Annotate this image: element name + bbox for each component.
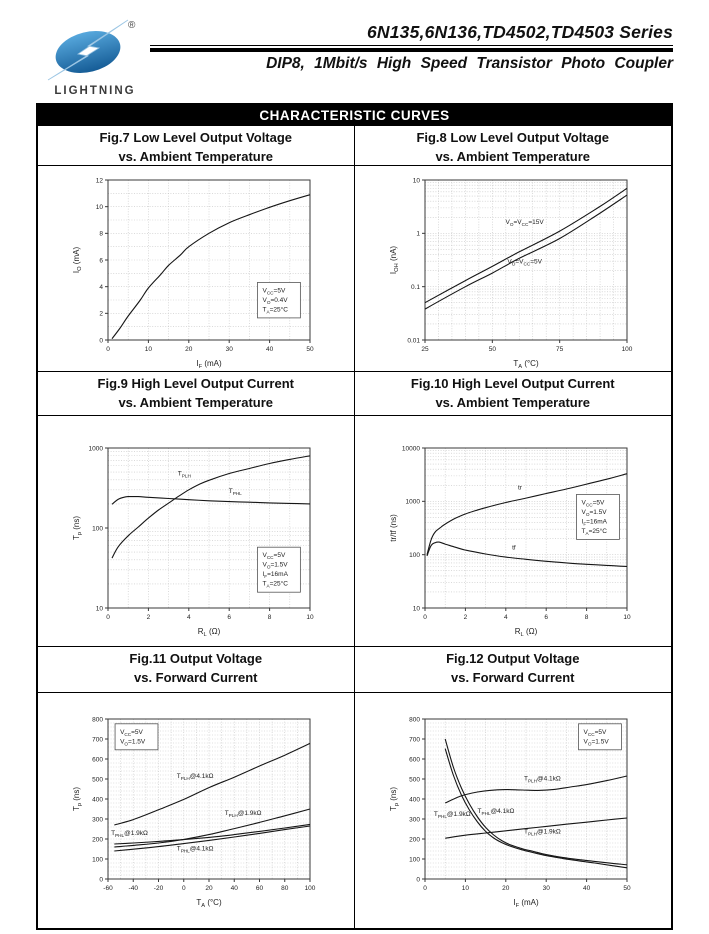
- svg-text:VO=1.5V: $V_O=1.5V$: [583, 738, 609, 747]
- svg-text:tf: tf: [511, 544, 516, 552]
- svg-text:0: 0: [416, 876, 420, 884]
- figure-title-line1: Fig.9 High Level Output Current: [97, 376, 294, 391]
- figure-title-fig7: [38, 126, 355, 166]
- svg-text:TPHL@1.9kΩ: $T_{PHL}@1.9k\Omega$: [433, 811, 471, 819]
- svg-text:500: 500: [91, 776, 103, 784]
- brand-label: LIGHTNING: [54, 85, 136, 97]
- svg-text:50: 50: [623, 885, 631, 892]
- figure-title-line1: Fig.11 Output Voltage: [129, 651, 263, 666]
- svg-text:VO=1.5V: $V_O=1.5V$: [262, 561, 288, 570]
- svg-text:6: 6: [99, 257, 103, 265]
- svg-text:30: 30: [225, 346, 233, 353]
- svg-text:VCC=5V: $V_{CC}=5V$: [262, 287, 286, 296]
- svg-text:50: 50: [488, 346, 496, 353]
- svg-text:50: 50: [306, 346, 314, 353]
- svg-text:TA=25°C: $T_A=25^\circ C$: [581, 527, 607, 536]
- svg-text:VO=0.4V: $V_O=0.4V$: [262, 296, 288, 305]
- figure-title-line2: vs. Ambient Temperature: [118, 149, 274, 164]
- svg-text:100: 100: [408, 856, 420, 864]
- svg-text:RL (Ω): $R_L$ (Ω): [514, 627, 538, 638]
- svg-text:100: 100: [91, 856, 103, 864]
- title-divider: [150, 48, 673, 52]
- svg-text:400: 400: [408, 796, 420, 804]
- svg-text:0: 0: [99, 876, 103, 884]
- figure-title-fig11: [38, 647, 355, 693]
- svg-text:TPHL@1.9kΩ: $T_{PHL}@1.9k\Omega$: [110, 830, 148, 838]
- svg-text:10: 10: [623, 614, 631, 621]
- svg-text:300: 300: [408, 816, 420, 824]
- svg-text:RL (Ω): $R_L$ (Ω): [197, 627, 221, 638]
- curves-grid: [38, 126, 671, 928]
- figure-title-fig12: [355, 647, 672, 693]
- svg-text:4: 4: [186, 614, 191, 621]
- svg-text:VO=VCC=5V: $V_O=V_{CC}=5V$: [507, 258, 542, 267]
- fig12-canvas: [383, 709, 643, 913]
- svg-text:600: 600: [408, 756, 420, 764]
- svg-text:600: 600: [91, 756, 103, 764]
- figure-chart-fig12: [355, 693, 672, 928]
- svg-text:4: 4: [503, 614, 508, 621]
- figure-title-fig10: [355, 372, 672, 416]
- svg-text:tr: tr: [517, 484, 522, 492]
- svg-text:40: 40: [230, 885, 238, 892]
- characteristic-curves-table: [36, 103, 673, 930]
- svg-text:TPLH@1.9kΩ: $T_{PLH}@1.9k\Omega$: [224, 810, 262, 818]
- figure-title-line1: Fig.7 Low Level Output Voltage: [99, 130, 293, 145]
- svg-text:0.1: 0.1: [410, 283, 420, 291]
- svg-text:VO=VCC=15V: $V_O=V_{CC}=15V$: [505, 218, 544, 227]
- svg-text:10: 10: [412, 605, 420, 613]
- svg-text:400: 400: [91, 796, 103, 804]
- svg-text:IF (mA): $I_F$ (mA): [513, 898, 539, 909]
- figure-title-line1: Fig.8 Low Level Output Voltage: [416, 130, 610, 145]
- svg-text:6: 6: [227, 614, 231, 621]
- svg-text:2: 2: [463, 614, 467, 621]
- svg-text:1000: 1000: [405, 498, 420, 506]
- svg-text:0.01: 0.01: [407, 337, 420, 345]
- figure-title-line2: vs. Ambient Temperature: [435, 149, 591, 164]
- svg-text:TPLH@4.1kΩ: $T_{PLH}@4.1k\Omega$: [523, 775, 561, 784]
- svg-text:TPLH: $T_{PLH}$: [177, 470, 191, 479]
- svg-text:VCC=5V: $V_{CC}=5V$: [262, 552, 286, 561]
- svg-text:TA=25°C: $T_A=25^\circ C$: [262, 306, 288, 315]
- svg-text:Tp (ns): $T_p$ (ns): [71, 786, 83, 812]
- svg-text:TA (°C): $T_A$ (°C): [196, 898, 222, 909]
- svg-text:20: 20: [501, 885, 510, 892]
- svg-text:VO=1.5V: $V_O=1.5V$: [581, 508, 607, 517]
- figure-title-line2: vs. Ambient Temperature: [118, 395, 274, 410]
- svg-text:100: 100: [408, 551, 420, 559]
- page-subtitle: DIP8, 1Mbit/s High Speed Transistor Photo Coupler: [266, 55, 673, 72]
- figure-title-fig9: [38, 372, 355, 416]
- svg-text:1000: 1000: [88, 445, 103, 453]
- svg-text:TPHL@4.1kΩ: $T_{PHL}@4.1k\Omega$: [477, 808, 515, 816]
- figure-chart-fig7: [38, 166, 355, 372]
- svg-text:8: 8: [267, 614, 272, 621]
- figure-title-fig8: [355, 126, 672, 166]
- svg-text:-20: -20: [153, 885, 163, 892]
- svg-text:2: 2: [99, 310, 103, 318]
- svg-text:2: 2: [146, 614, 150, 621]
- figure-chart-fig8: [355, 166, 672, 372]
- section-title-bar: CHARACTERISTIC CURVES: [38, 105, 671, 126]
- figure-title-line1: Fig.12 Output Voltage: [446, 651, 580, 666]
- svg-text:IF (mA): $I_F$ (mA): [196, 359, 222, 370]
- svg-text:75: 75: [555, 346, 564, 353]
- svg-text:TA=25°C: $T_A=25^\circ C$: [262, 580, 288, 589]
- svg-text:VO=1.5V: $V_O=1.5V$: [119, 738, 145, 747]
- svg-text:0: 0: [422, 614, 427, 621]
- svg-text:-60: -60: [103, 885, 113, 892]
- svg-text:8: 8: [584, 614, 589, 621]
- svg-text:100: 100: [91, 525, 103, 533]
- fig11-canvas: [66, 709, 326, 913]
- figure-chart-fig11: [38, 693, 355, 928]
- svg-text:10: 10: [95, 203, 103, 211]
- svg-text:200: 200: [91, 836, 103, 844]
- figure-chart-fig10: [355, 416, 672, 647]
- svg-text:300: 300: [91, 816, 103, 824]
- svg-text:TA (°C): $T_A$ (°C): [513, 359, 539, 370]
- svg-text:TPHL: $T_{PHL}$: [228, 488, 242, 497]
- fig8-canvas: [383, 170, 643, 374]
- figure-title-line2: vs. Forward Current: [133, 670, 258, 685]
- svg-text:1: 1: [416, 230, 420, 238]
- svg-text:IF=16mA: $I_F=16mA$: [262, 571, 288, 580]
- svg-text:40: 40: [265, 346, 273, 353]
- svg-text:10: 10: [412, 177, 420, 185]
- svg-text:10000: 10000: [401, 445, 420, 453]
- svg-text:VCC=5V: $V_{CC}=5V$: [583, 728, 607, 737]
- svg-text:25: 25: [421, 346, 429, 353]
- svg-text:100: 100: [304, 885, 316, 892]
- svg-text:800: 800: [91, 716, 103, 724]
- svg-text:60: 60: [255, 885, 263, 892]
- svg-text:10: 10: [144, 346, 152, 353]
- svg-text:4: 4: [99, 283, 103, 291]
- figure-chart-fig9: [38, 416, 355, 647]
- svg-text:0: 0: [105, 614, 110, 621]
- svg-text:0: 0: [181, 885, 186, 892]
- svg-text:VCC=5V: $V_{CC}=5V$: [119, 728, 143, 737]
- svg-text:20: 20: [184, 346, 193, 353]
- svg-text:12: 12: [95, 177, 103, 185]
- svg-text:IF=16mA: $I_F=16mA$: [581, 518, 607, 527]
- svg-text:0: 0: [422, 885, 427, 892]
- svg-text:8: 8: [99, 230, 103, 238]
- svg-text:10: 10: [461, 885, 469, 892]
- svg-text:800: 800: [408, 716, 420, 724]
- svg-text:Tp (ns): $T_p$ (ns): [388, 786, 400, 812]
- svg-text:TPLH@4.1kΩ: $T_{PLH}@4.1k\Omega$: [176, 773, 214, 781]
- figure-title-line2: vs. Ambient Temperature: [435, 395, 591, 410]
- svg-text:Tp (ns): $T_p$ (ns): [71, 515, 83, 541]
- series-title: 6N135,6N136,TD4502,TD4503 Series: [150, 22, 673, 46]
- svg-text:VCC=5V: $V_{CC}=5V$: [581, 499, 605, 508]
- svg-text:30: 30: [542, 885, 550, 892]
- lightning-logo: [36, 18, 154, 97]
- svg-text:6: 6: [544, 614, 548, 621]
- figure-title-line2: vs. Forward Current: [450, 670, 575, 685]
- fig10-canvas: [383, 438, 643, 642]
- svg-text:0: 0: [99, 337, 103, 345]
- svg-text:500: 500: [408, 776, 420, 784]
- svg-text:200: 200: [408, 836, 420, 844]
- svg-text:IO (mA): $I_O$ (mA): [71, 246, 83, 274]
- svg-text:-40: -40: [128, 885, 138, 892]
- svg-text:TPLH@1.9kΩ: $T_{PLH}@1.9k\Omega$: [523, 828, 561, 837]
- svg-text:tr/tf (ns): tr/tf (ns): [388, 514, 398, 542]
- svg-text:10: 10: [306, 614, 314, 621]
- svg-text:700: 700: [91, 736, 103, 744]
- svg-text:10: 10: [95, 605, 103, 613]
- svg-text:IOH (nA): $I_{OH}$ (nA): [388, 245, 400, 275]
- figure-title-line1: Fig.10 High Level Output Current: [410, 376, 615, 391]
- svg-text:40: 40: [582, 885, 590, 892]
- fig7-canvas: [66, 170, 326, 374]
- svg-text:700: 700: [408, 736, 420, 744]
- svg-text:100: 100: [621, 346, 633, 353]
- header-titles: [150, 22, 673, 73]
- svg-text:20: 20: [205, 885, 213, 892]
- svg-text:TPHL@4.1kΩ: $T_{PHL}@4.1k\Omega$: [176, 845, 214, 854]
- registered-mark: ®: [128, 20, 136, 31]
- fig9-canvas: [66, 438, 326, 642]
- svg-text:80: 80: [280, 885, 289, 892]
- svg-text:0: 0: [105, 346, 110, 353]
